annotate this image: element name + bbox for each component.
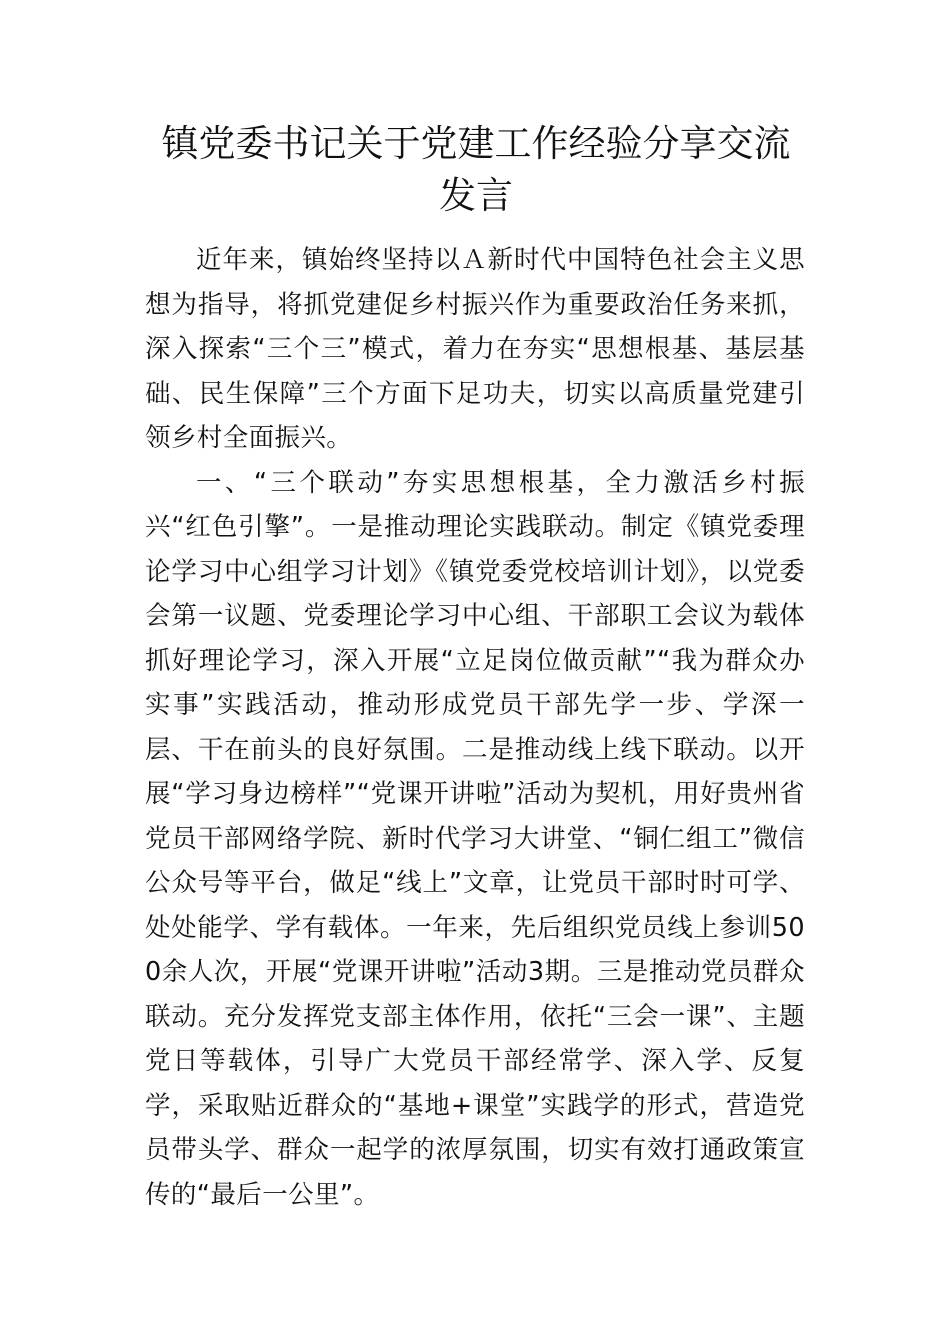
paragraph-intro: 近年来，镇始终坚持以Ａ新时代中国特色社会主义思想为指导，将抓党建促乡村振兴作为重要政治任务来抓，深入探索“三个三”模式，着力在夯实“思想根基、基层基础、民生保障”三个方面下足功夫，切实以高质量党建引领乡村全面振兴。: [145, 245, 805, 453]
document-title: 镇党委书记关于党建工作经验分享交流发言: [161, 122, 791, 217]
document-body: [145, 238, 805, 1217]
paragraph-section-one: 一、“三个联动”夯实思想根基，全力激活乡村振兴“红色引擎”。一是推动理论实践联动。制定《镇党委理论学习中心组学习计划》《镇党委党校培训计划》，以党委会第一议题、党委理论学习中心组、干部职工会议为载体抓好理论学习，深入开展“立足岗位做贡献”“我为群众办实事”实践活动，推动形成党员干部先学一步、学深一层、干在前头的良好氛围。二是推动线上线下联动。以开展“学习身边榜样”“党课开讲啦”活动为契机，用好贵州省党员干部网络学院、新时代学习大讲堂、“铜仁组工”微信公众号等平台，做足“线上”文章，让党员干部时时可学、处处能学、学有载体。一年来，先后组织党员线上参训500余人次，开展“党课开讲啦”活动3期。三是推动党员群众联动。充分发挥党支部主体作用，依托“三会一课”、主题党日等载体，引导广大党员干部经常学、深入学、反复学，采取贴近群众的“基地+课堂”实践学的形式，营造党员带头学、群众一起学的浓厚氛围，切实有效打通政策宣传的“最后一公里”。: [145, 467, 805, 1210]
